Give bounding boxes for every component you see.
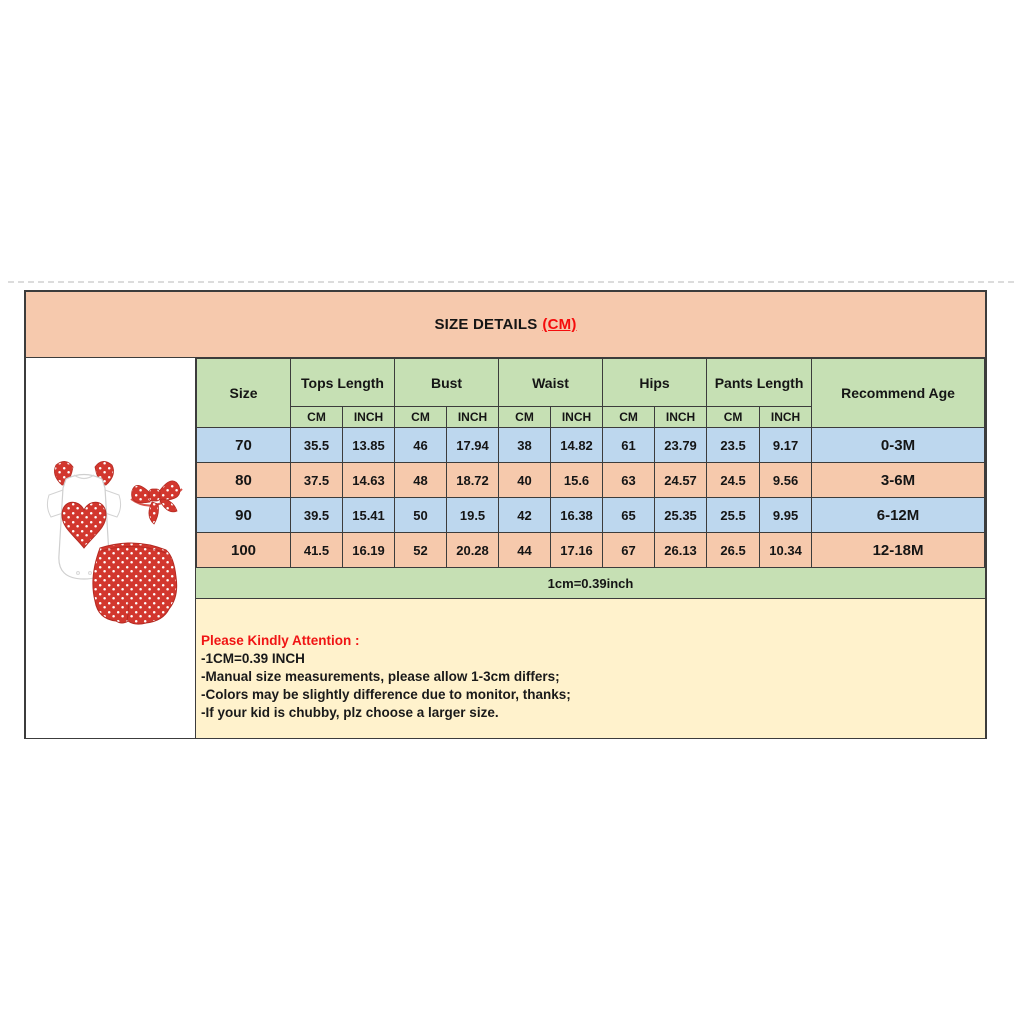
measure-value: 42 xyxy=(499,498,551,533)
measurements-table xyxy=(196,358,985,568)
measure-value: 63 xyxy=(603,463,655,498)
bow-tail-right xyxy=(160,499,177,512)
measure-value: 20.28 xyxy=(447,533,499,568)
measure-value: 23.79 xyxy=(655,428,707,463)
measure-value: 48 xyxy=(395,463,447,498)
measure-value: 17.94 xyxy=(447,428,499,463)
measure-value: 10.34 xyxy=(760,533,812,568)
attention-line: -Manual size measurements, please allow 1-3cm differs; xyxy=(201,669,560,684)
measure-value: 18.72 xyxy=(447,463,499,498)
unit-header-cm: CM xyxy=(395,407,447,428)
measure-value: 9.56 xyxy=(760,463,812,498)
measure-value: 39.5 xyxy=(291,498,343,533)
measure-value: 26.13 xyxy=(655,533,707,568)
table-row-size-100 xyxy=(197,533,985,568)
dashed-divider xyxy=(8,281,1014,283)
attention-heading: Please Kindly Attention : xyxy=(201,633,360,648)
measure-value: 65 xyxy=(603,498,655,533)
unit-header-cm: CM xyxy=(707,407,760,428)
col-header-pants-length: Pants Length xyxy=(707,359,812,407)
col-header-recommend-age: Recommend Age xyxy=(812,359,985,428)
measure-value: 25.35 xyxy=(655,498,707,533)
age-value: 3-6M xyxy=(812,463,985,498)
measure-value: 37.5 xyxy=(291,463,343,498)
unit-header-inch: INCH xyxy=(760,407,812,428)
measure-value: 24.5 xyxy=(707,463,760,498)
unit-header-cm: CM xyxy=(291,407,343,428)
unit-header-inch: INCH xyxy=(447,407,499,428)
measure-value: 46 xyxy=(395,428,447,463)
product-photo xyxy=(26,358,196,738)
unit-header-cm: CM xyxy=(603,407,655,428)
chart-title-text: SIZE DETAILS xyxy=(434,316,538,333)
measure-value: 14.63 xyxy=(343,463,395,498)
bow-loop-right xyxy=(158,481,180,500)
measure-value: 41.5 xyxy=(291,533,343,568)
measure-value: 52 xyxy=(395,533,447,568)
measure-value: 44 xyxy=(499,533,551,568)
bow-tail-left xyxy=(149,502,159,524)
conversion-note: 1cm=0.39inch xyxy=(196,568,985,599)
measure-value: 35.5 xyxy=(291,428,343,463)
product-photo-cell xyxy=(26,358,196,738)
measure-value: 16.19 xyxy=(343,533,395,568)
measure-value: 24.57 xyxy=(655,463,707,498)
size-value: 100 xyxy=(197,533,291,568)
unit-header-inch: INCH xyxy=(655,407,707,428)
size-value: 70 xyxy=(197,428,291,463)
attention-line: -Colors may be slightly difference due to monitor, thanks; xyxy=(201,687,571,702)
chart-title-unit: (CM) xyxy=(542,316,577,333)
col-header-tops-length: Tops Length xyxy=(291,359,395,407)
measure-value: 15.41 xyxy=(343,498,395,533)
sleeve-right xyxy=(105,490,121,517)
unit-header-inch: INCH xyxy=(551,407,603,428)
measure-value: 15.6 xyxy=(551,463,603,498)
bow-knot xyxy=(149,489,160,501)
size-value: 90 xyxy=(197,498,291,533)
age-value: 6-12M xyxy=(812,498,985,533)
measure-value: 9.17 xyxy=(760,428,812,463)
measure-value: 38 xyxy=(499,428,551,463)
attention-note xyxy=(196,599,985,738)
unit-header-cm: CM xyxy=(499,407,551,428)
size-chart-table xyxy=(24,290,987,739)
measure-value: 14.82 xyxy=(551,428,603,463)
col-header-bust: Bust xyxy=(395,359,499,407)
attention-line: -If your kid is chubby, plz choose a larger size. xyxy=(201,705,499,720)
measure-value: 13.85 xyxy=(343,428,395,463)
table-row-size-90 xyxy=(197,498,985,533)
measure-value: 25.5 xyxy=(707,498,760,533)
sleeve-left xyxy=(47,490,63,517)
age-value: 0-3M xyxy=(812,428,985,463)
col-header-hips: Hips xyxy=(603,359,707,407)
size-value: 80 xyxy=(197,463,291,498)
measure-value: 50 xyxy=(395,498,447,533)
measure-value: 17.16 xyxy=(551,533,603,568)
measure-value: 26.5 xyxy=(707,533,760,568)
col-header-waist: Waist xyxy=(499,359,603,407)
measure-value: 23.5 xyxy=(707,428,760,463)
measure-value: 67 xyxy=(603,533,655,568)
table-row-size-70 xyxy=(197,428,985,463)
shorts xyxy=(93,543,177,624)
measure-value: 40 xyxy=(499,463,551,498)
measure-value: 16.38 xyxy=(551,498,603,533)
chart-title xyxy=(26,292,985,358)
measure-value: 61 xyxy=(603,428,655,463)
attention-line: -1CM=0.39 INCH xyxy=(201,651,305,666)
measure-value: 9.95 xyxy=(760,498,812,533)
unit-header-inch: INCH xyxy=(343,407,395,428)
col-header-size: Size xyxy=(197,359,291,428)
table-row-size-80 xyxy=(197,463,985,498)
measure-value: 19.5 xyxy=(447,498,499,533)
age-value: 12-18M xyxy=(812,533,985,568)
